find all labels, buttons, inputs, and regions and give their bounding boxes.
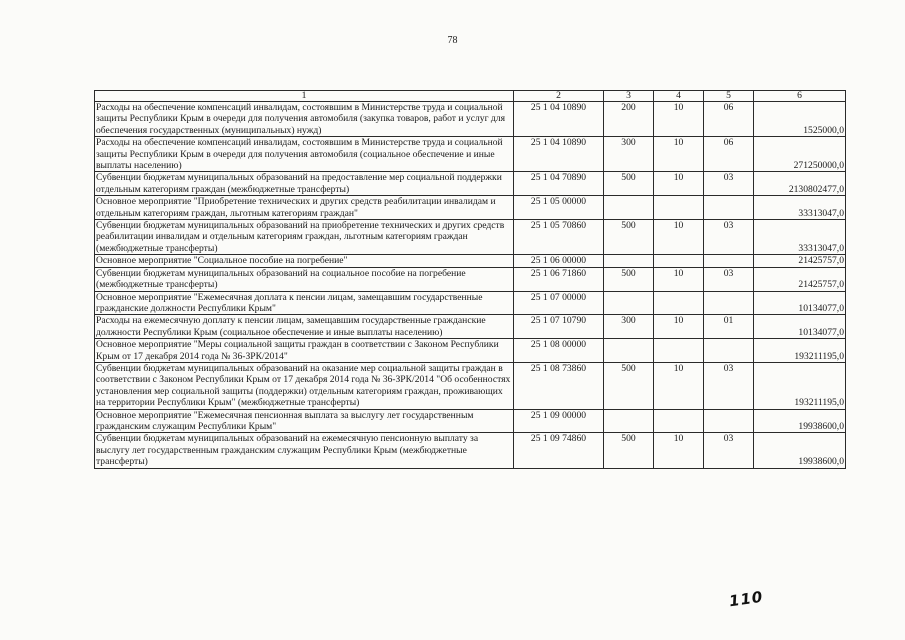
- table-row: [95, 267, 846, 291]
- cell-type: 200: [604, 102, 654, 137]
- cell-subsection: 06: [704, 137, 754, 172]
- table-row: [95, 220, 846, 255]
- cell-type: 300: [604, 137, 654, 172]
- cell-amount: 10134077,0: [754, 315, 846, 339]
- cell-name: Основное мероприятие "Социальное пособие на погребение": [95, 255, 514, 267]
- cell-subsection: 06: [704, 102, 754, 137]
- cell-type: 500: [604, 172, 654, 196]
- cell-type: 500: [604, 220, 654, 255]
- column-header-name: 1: [95, 91, 514, 102]
- handwritten-signature: [728, 588, 764, 611]
- cell-amount: 2130802477,0: [754, 172, 846, 196]
- cell-type: [604, 255, 654, 267]
- cell-code: 25 1 06 71860: [514, 267, 604, 291]
- column-header-3: 3: [604, 91, 654, 102]
- cell-subsection: [704, 196, 754, 220]
- cell-name: Расходы на обеспечение компенсаций инвалидам, состоявшим в Министерстве труда и социальной защиты Республики Крым в очереди для получения автомобиля (закупка товаров, работ и услуг для обеспечения государственных (муниципальных) нужд): [95, 102, 514, 137]
- cell-name: Субвенции бюджетам муниципальных образований на предоставление мер социальной поддержки отдельным категориям граждан (межбюджетные трансферты): [95, 172, 514, 196]
- column-header-amount: 6: [754, 91, 846, 102]
- table-row: [95, 409, 846, 433]
- cell-section: 10: [654, 137, 704, 172]
- cell-subsection: [704, 255, 754, 267]
- cell-subsection: 03: [704, 220, 754, 255]
- cell-name: Расходы на ежемесячную доплату к пенсии лицам, замещавшим государственные гражданские должности Республики Крым (социальное обеспечение и иные выплаты населению): [95, 315, 514, 339]
- cell-amount: 19938600,0: [754, 409, 846, 433]
- cell-section: [654, 291, 704, 315]
- cell-name: Субвенции бюджетам муниципальных образований на приобретение технических и других средств реабилитации инвалидам и отдельным категориям граждан, льготным категориям граждан (межбюджетные трансферты): [95, 220, 514, 255]
- cell-subsection: 03: [704, 433, 754, 468]
- cell-code: 25 1 05 70860: [514, 220, 604, 255]
- table-row: [95, 362, 846, 409]
- cell-name: Субвенции бюджетам муниципальных образований на ежемесячную пенсионную выплату за выслугу лет государственным гражданским служащим Республики Крым (межбюджетные трансферты): [95, 433, 514, 468]
- budget-table: [94, 90, 846, 469]
- cell-name: Основное мероприятие "Ежемесячная доплата к пенсии лицам, замещавшим государственные гражданские должности Республики Крым": [95, 291, 514, 315]
- cell-type: 300: [604, 315, 654, 339]
- cell-section: 10: [654, 362, 704, 409]
- cell-section: 10: [654, 172, 704, 196]
- cell-section: [654, 255, 704, 267]
- table-row: [95, 315, 846, 339]
- cell-type: [604, 339, 654, 363]
- cell-section: 10: [654, 315, 704, 339]
- cell-amount: 33313047,0: [754, 220, 846, 255]
- cell-code: 25 1 04 70890: [514, 172, 604, 196]
- cell-code: 25 1 06 00000: [514, 255, 604, 267]
- cell-code: 25 1 07 00000: [514, 291, 604, 315]
- cell-amount: 33313047,0: [754, 196, 846, 220]
- table-row: [95, 339, 846, 363]
- cell-code: 25 1 08 00000: [514, 339, 604, 363]
- signature-mark: 110: [727, 587, 765, 611]
- cell-name: Субвенции бюджетам муниципальных образований на оказание мер социальной защиты граждан в соответствии с Законом Республики Крым от 17 декабря 2014 года № 36-ЗРК/2014 "Об особенностях установления мер социальной защиты (поддержки) отдельным категориям граждан, проживающих на территории Республики Крым" (межбюджетные трансферты): [95, 362, 514, 409]
- table-row: [95, 196, 846, 220]
- cell-subsection: [704, 339, 754, 363]
- table-header-row: [95, 91, 846, 102]
- cell-code: 25 1 04 10890: [514, 102, 604, 137]
- cell-type: 500: [604, 267, 654, 291]
- cell-code: 25 1 07 10790: [514, 315, 604, 339]
- cell-subsection: 01: [704, 315, 754, 339]
- cell-code: 25 1 08 73860: [514, 362, 604, 409]
- cell-name: Основное мероприятие "Приобретение технических и других средств реабилитации инвалидам и отдельным категориям граждан, льготным категориям граждан": [95, 196, 514, 220]
- cell-amount: 21425757,0: [754, 267, 846, 291]
- cell-amount: 271250000,0: [754, 137, 846, 172]
- cell-subsection: [704, 409, 754, 433]
- cell-name: Основное мероприятие "Ежемесячная пенсионная выплата за выслугу лет государственным гражданским служащим Республики Крым": [95, 409, 514, 433]
- cell-type: 500: [604, 362, 654, 409]
- table-row: [95, 102, 846, 137]
- cell-name: Основное мероприятие "Меры социальной защиты граждан в соответствии с Законом Республики Крым от 17 декабря 2014 года № 36-ЗРК/2014": [95, 339, 514, 363]
- column-header-4: 4: [654, 91, 704, 102]
- page-number: 78: [447, 35, 458, 46]
- table-row: [95, 291, 846, 315]
- cell-amount: 193211195,0: [754, 362, 846, 409]
- cell-name: Субвенции бюджетам муниципальных образований на социальное пособие на погребение (межбюджетные трансферты): [95, 267, 514, 291]
- cell-amount: 19938600,0: [754, 433, 846, 468]
- column-header-code: 2: [514, 91, 604, 102]
- cell-subsection: 03: [704, 362, 754, 409]
- table-row: [95, 433, 846, 468]
- cell-section: 10: [654, 220, 704, 255]
- table-row: [95, 137, 846, 172]
- cell-name: Расходы на обеспечение компенсаций инвалидам, состоявшим в Министерстве труда и социальной защиты Республики Крым в очереди для получения автомобиля (социальное обеспечение и иные выплаты населению): [95, 137, 514, 172]
- table-body: [95, 102, 846, 469]
- cell-code: 25 1 09 00000: [514, 409, 604, 433]
- cell-type: [604, 409, 654, 433]
- cell-code: 25 1 09 74860: [514, 433, 604, 468]
- cell-amount: 21425757,0: [754, 255, 846, 267]
- cell-subsection: [704, 291, 754, 315]
- cell-type: 500: [604, 433, 654, 468]
- table-row: [95, 172, 846, 196]
- cell-subsection: 03: [704, 172, 754, 196]
- cell-section: [654, 339, 704, 363]
- cell-section: 10: [654, 433, 704, 468]
- table-row: [95, 255, 846, 267]
- cell-section: 10: [654, 102, 704, 137]
- cell-section: [654, 409, 704, 433]
- column-header-5: 5: [704, 91, 754, 102]
- cell-code: 25 1 04 10890: [514, 137, 604, 172]
- cell-subsection: 03: [704, 267, 754, 291]
- cell-amount: 1525000,0: [754, 102, 846, 137]
- cell-section: 10: [654, 267, 704, 291]
- cell-section: [654, 196, 704, 220]
- cell-type: [604, 291, 654, 315]
- cell-type: [604, 196, 654, 220]
- cell-amount: 193211195,0: [754, 339, 846, 363]
- cell-amount: 10134077,0: [754, 291, 846, 315]
- cell-code: 25 1 05 00000: [514, 196, 604, 220]
